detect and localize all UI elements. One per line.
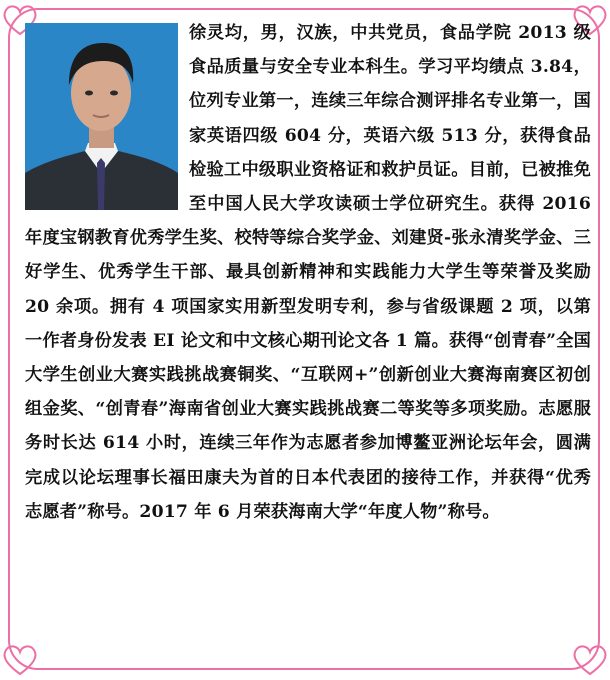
photo-spacer — [25, 16, 189, 220]
bio-text-block — [25, 16, 591, 529]
heart-corner-bottom-left-icon — [0, 640, 40, 680]
bio-paragraph: 徐灵均，男，汉族，中共党员，食品学院 2013 级食品质量与安全专业本科生。学习平均绩点 3.84，位列专业第一，连续三年综合测评排名专业第一，国家英语四级 604 分，英语六级 513 分，获得食品检验工中级职业资格证和救护员证。目前，已被推免至中国人民大学攻读硕士学位研究生。获得 2016 年度宝钢教育优秀学生奖、校特等综合奖学金、刘建贤-张永清奖学金、三好学生、优秀学生干部、最具创新精神和实践能力大学生等荣誉及奖励 20 余项。拥有 4 项国家实用新型发明专利，参与省级课题 2 项，以第一作者身份发表 EI 论文和中文核心期刊论文各 1 篇。获得“创青春”全国大学生创业大赛实践挑战赛铜奖、“互联网+”创新创业大赛海南赛区初创组金奖、“创青春”海南省创业大赛实践挑战赛二等奖等多项奖励。志愿服务时长达 614 小时，连续三年作为志愿者参加博鳌亚洲论坛年会，圆满完成以论坛理事长福田康夫为首的日本代表团的接待工作，并获得“优秀志愿者”称号。2017 年 6 月荣获海南大学“年度人物”称号。 — [25, 23, 591, 522]
heart-corner-bottom-right-icon — [570, 640, 610, 680]
